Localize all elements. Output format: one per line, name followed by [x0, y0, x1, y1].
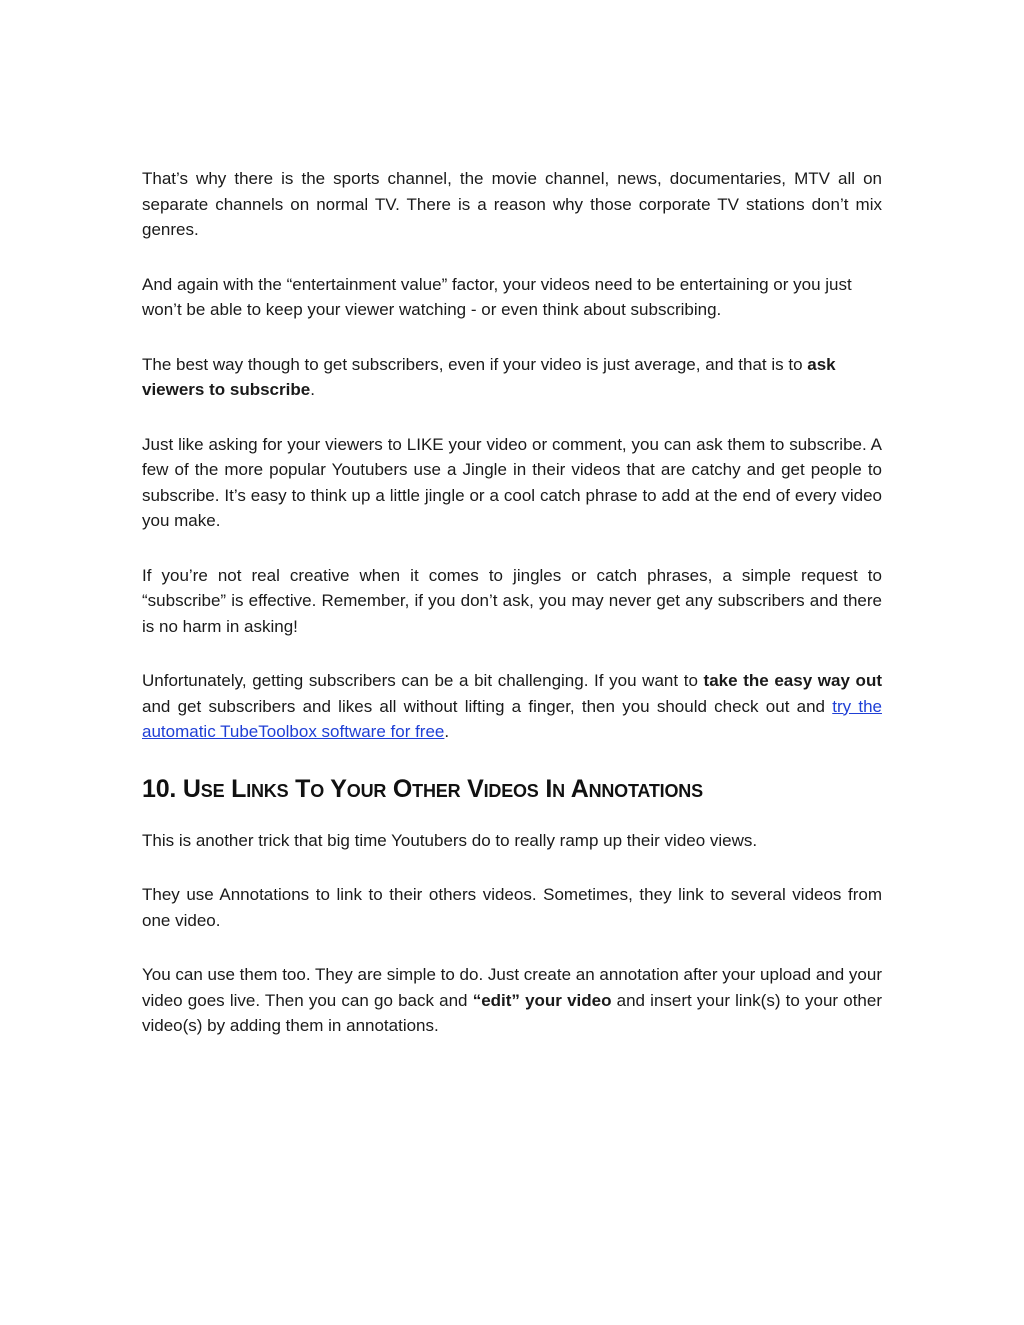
paragraph-unfortunately-middle: and get subscribers and likes all without lifting a finger, then you should check out and: [142, 696, 833, 716]
paragraph-use-them-too: [142, 962, 882, 1039]
document-page: [142, 166, 882, 1068]
paragraph-best-way: [142, 352, 882, 403]
paragraph-unfortunately-tail: .: [444, 722, 450, 741]
paragraph-use-them-too-text: You can use them too. They are simple to do. Just create an annotation after your upload and your video goes live. Then you can go back and: [142, 965, 882, 1010]
paragraph-big-time-youtubers: This is another trick that big time Youtubers do to really ramp up their video views.: [142, 830, 758, 850]
section-heading: [142, 774, 882, 804]
paragraph-not-creative: If you’re not real creative when it comes to jingles or catch phrases, a simple request to “subscribe” is effective. Remember, if you don’t ask, you may never get any subscribers and there is no harm in asking!: [142, 565, 882, 636]
paragraph-unfortunately: [142, 668, 882, 745]
paragraph-genres: That’s why there is the sports channel, the movie channel, news, documentaries, MTV all on separate channels on normal TV. There is a reason why those corporate TV stations don’t mix genres.: [142, 169, 882, 239]
paragraph-annotations-link: They use Annotations to link to their others videos. Sometimes, they link to several videos from one video.: [142, 885, 882, 930]
paragraph-like-asking: Just like asking for your viewers to LIKE your video or comment, you can ask them to subscribe. A few of the more popular Youtubers use a Jingle in their videos that are catchy and get people to subscribe. It’s easy to think up a little jingle or a cool catch phrase to add at the end of every video you make.: [142, 434, 882, 530]
paragraph-best-way-text: The best way though to get subscribers, even if your video is just average, and that is to: [142, 354, 808, 374]
bold-easy-way-out: take the easy way out: [703, 671, 882, 690]
paragraph-use-them-too-tail: and insert your link(s) to your other video(s) by adding them in annotations.: [142, 990, 882, 1035]
bold-edit-your-video: “edit” your video: [472, 990, 612, 1010]
section-title-text: Use Links To Your Other Videos In Annotations: [182, 774, 703, 803]
paragraph-best-way-tail: .: [310, 380, 315, 399]
bold-ask-viewers: ask viewers to subscribe: [142, 354, 836, 399]
section-number: 10.: [142, 774, 177, 803]
paragraph-unfortunately-text: Unfortunately, getting subscribers can be a bit challenging. If you want to: [142, 671, 704, 690]
paragraph-entertainment-value: And again with the “entertainment value” factor, your videos need to be entertaining or you just won’t be able to keep your viewer watching - or even think about subscribing.: [142, 274, 852, 319]
tubetoolbox-link[interactable]: try the automatic TubeToolbox software for free: [142, 696, 882, 741]
